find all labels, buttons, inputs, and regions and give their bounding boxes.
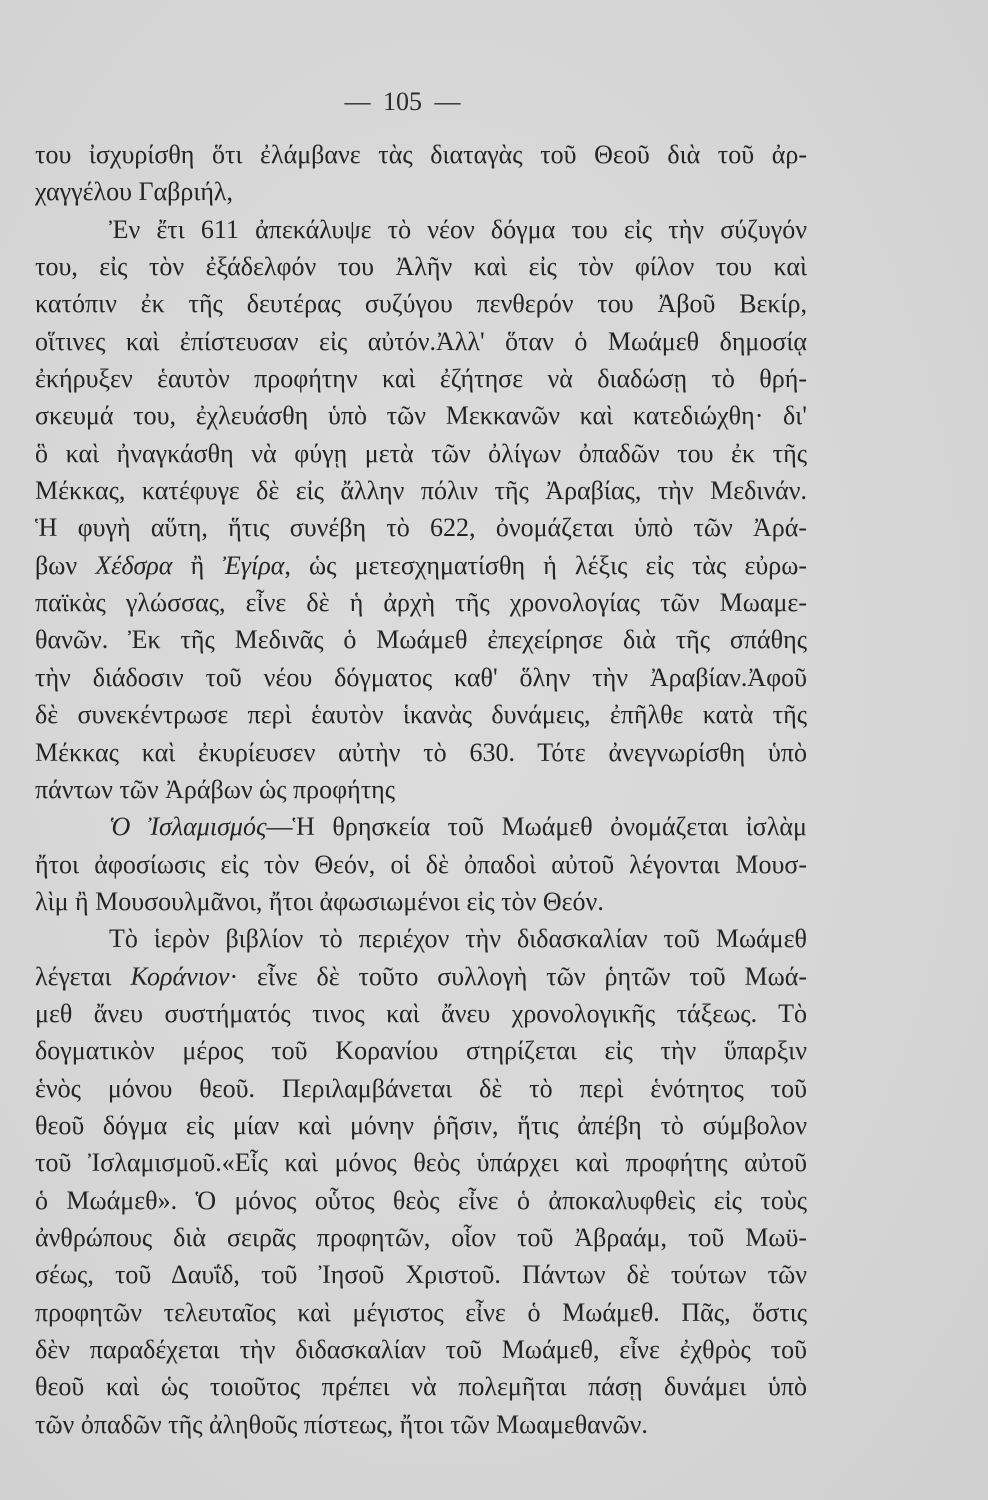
section-heading-islamismos: Ὁ Ἰσλαμισμός — [109, 812, 267, 842]
text-line: κατόπιν ἐκ τῆς δευτέρας συζύγου πενθερόν του Ἀβοῦ Βεκίρ, — [35, 289, 807, 319]
text-segment: βων — [35, 550, 96, 580]
text-line: μεθ ἄνευ συστήματός τινος καὶ ἄνευ χρονολογικῆς τάξεως. Τὸ — [35, 998, 807, 1028]
paragraph-start-line: Τὸ ἱερὸν βιβλίον τὸ περιέχον τὴν διδασκαλίαν τοῦ Μωάμεθ — [109, 924, 807, 954]
text-line: δὲν παραδέχεται τὴν διδασκαλίαν τοῦ Μωάμεθ, εἶνε ἐχθρὸς τοῦ — [35, 1335, 807, 1364]
text-line: προφητῶν τελευταῖος καὶ μέγιστος εἶνε ὁ Μωάμεθ. Πᾶς, ὅστις — [35, 1297, 807, 1327]
text-line: του, εἰς τὸν ἐξάδελφόν του Ἀλῆν καὶ εἰς τὸν φίλον του καὶ — [35, 252, 807, 282]
text-line: ὁ Μωάμεθ». Ὁ μόνος οὗτος θεὸς εἶνε ὁ ἀποκαλυφθεὶς εἰς τοὺς — [35, 1185, 807, 1215]
text-line: ὃ καὶ ἠναγκάσθη νὰ φύγῃ μετὰ τῶν ὀλίγων ὀπαδῶν του ἐκ τῆς — [35, 438, 807, 468]
text-line: χαγγέλου Γαβριήλ, — [35, 177, 234, 207]
text-segment: λέγεται — [35, 961, 131, 991]
italic-term-egira: Ἐγίρα — [222, 550, 285, 580]
paragraph-start-line: Ἐν ἔτι 611 ἀπεκάλυψε τὸ νέον δόγμα του εἰς τὴν σύζυγόν — [109, 214, 807, 244]
text-line: σέως, τοῦ Δαυΐδ, τοῦ Ἰησοῦ Χριστοῦ. Πάντων δὲ τούτων τῶν — [35, 1260, 807, 1290]
text-line: τῶν ὀπαδῶν τῆς ἀληθοῦς πίστεως, ἤτοι τῶν Μωαμεθανῶν. — [35, 1409, 648, 1439]
text-segment: , ὡς μετεσχηματίσθη ἡ λέξις εἰς τὰς εὐρω- — [284, 550, 807, 580]
italic-term-hedsra: Χέδσρα — [95, 550, 173, 580]
text-line: ἤτοι ἀφοσίωσις εἰς τὸν Θεόν, οἱ δὲ ὀπαδοὶ αὐτοῦ λέγονται Μουσ- — [35, 849, 807, 879]
text-segment: —Ἡ θρησκεία τοῦ Μωάμεθ ὀνομάζεται ἰσλὰμ — [266, 812, 807, 842]
text-line: θεοῦ καὶ ὡς τοιοῦτος πρέπει νὰ πολεμῆται πάσῃ δυνάμει ὑπὸ — [35, 1372, 807, 1402]
text-line: σκευμά του, ἐχλευάσθη ὑπὸ τῶν Μεκκανῶν καὶ κατεδιώχθη· δι' — [35, 401, 807, 431]
text-line: θεοῦ δόγμα εἰς μίαν καὶ μόνην ῥῆσιν, ἥτις ἀπέβη τὸ σύμβολον — [35, 1110, 807, 1140]
text-line — [35, 547, 807, 584]
body-text — [35, 136, 807, 1443]
text-line: του ἰσχυρίσθη ὅτι ἐλάμβανε τὰς διαταγὰς τοῦ Θεοῦ διὰ τοῦ ἀρ- — [35, 140, 807, 169]
text-line: θανῶν. Ἐκ τῆς Μεδινᾶς ὁ Μωάμεθ ἐπεχείρησε διὰ τῆς σπάθης — [35, 625, 807, 655]
text-line: Μέκκας καὶ ἐκυρίευσεν αὐτὴν τὸ 630. Τότε ἀνεγνωρίσθη ὑπὸ — [35, 737, 807, 767]
italic-term-koranion: Κοράνιον — [130, 961, 230, 991]
text-line: ἐκήρυξεν ἑαυτὸν προφήτην καὶ ἐζήτησε νὰ διαδώσῃ τὸ θρή- — [35, 364, 807, 394]
text-line: πάντων τῶν Ἀράβων ὡς προφήτης — [35, 774, 396, 804]
text-line: τὴν διάδοσιν τοῦ νέου δόγματος καθ' ὅλην τὴν Ἀραβίαν.Ἀφοῦ — [35, 662, 807, 692]
text-line: δογματικὸν μέρος τοῦ Κορανίου στηρίζεται εἰς τὴν ὕπαρξιν — [35, 1036, 807, 1066]
text-line: παϊκὰς γλώσσας, εἶνε δὲ ἡ ἀρχὴ τῆς χρονολογίας τῶν Μωαμε- — [35, 588, 807, 618]
text-line: τοῦ Ἰσλαμισμοῦ.«Εἷς καὶ μόνος θεὸς ὑπάρχει καὶ προφήτης αὐτοῦ — [35, 1148, 807, 1178]
text-line: ἀνθρώπους διὰ σειρᾶς προφητῶν, οἷον τοῦ Ἀβραάμ, τοῦ Μωϋ- — [35, 1222, 807, 1252]
text-segment: ἢ — [172, 550, 223, 580]
text-line: λὶμ ἢ Μουσουλμᾶνοι, ἤτοι ἀφωσιωμένοι εἰς τὸν Θεόν. — [35, 886, 604, 916]
text-line: Μέκκας, κατέφυγε δὲ εἰς ἄλλην πόλιν τῆς Ἀραβίας, τὴν Μεδινάν. — [35, 476, 807, 506]
section-heading-line — [35, 808, 807, 845]
text-segment: · εἶνε δὲ τοῦτο συλλογὴ τῶν ῥητῶν τοῦ Μωά- — [229, 961, 807, 991]
text-line: ἑνὸς μόνου θεοῦ. Περιλαμβάνεται δὲ τὸ περὶ ἑνότητος τοῦ — [35, 1073, 807, 1103]
text-line — [35, 958, 807, 995]
text-line: οἵτινες καὶ ἐπίστευσαν εἰς αὐτόν.Ἀλλ' ὅταν ὁ Μωάμεθ δημοσίᾳ — [35, 326, 807, 356]
page-number: — 105 — — [344, 87, 461, 116]
text-line: Ἡ φυγὴ αὕτη, ἥτις συνέβη τὸ 622, ὀνομάζεται ὑπὸ τῶν Ἀρά- — [35, 513, 807, 543]
text-line: δὲ συνεκέντρωσε περὶ ἑαυτὸν ἱκανὰς δυνάμεις, ἐπῆλθε κατὰ τῆς — [35, 700, 807, 730]
